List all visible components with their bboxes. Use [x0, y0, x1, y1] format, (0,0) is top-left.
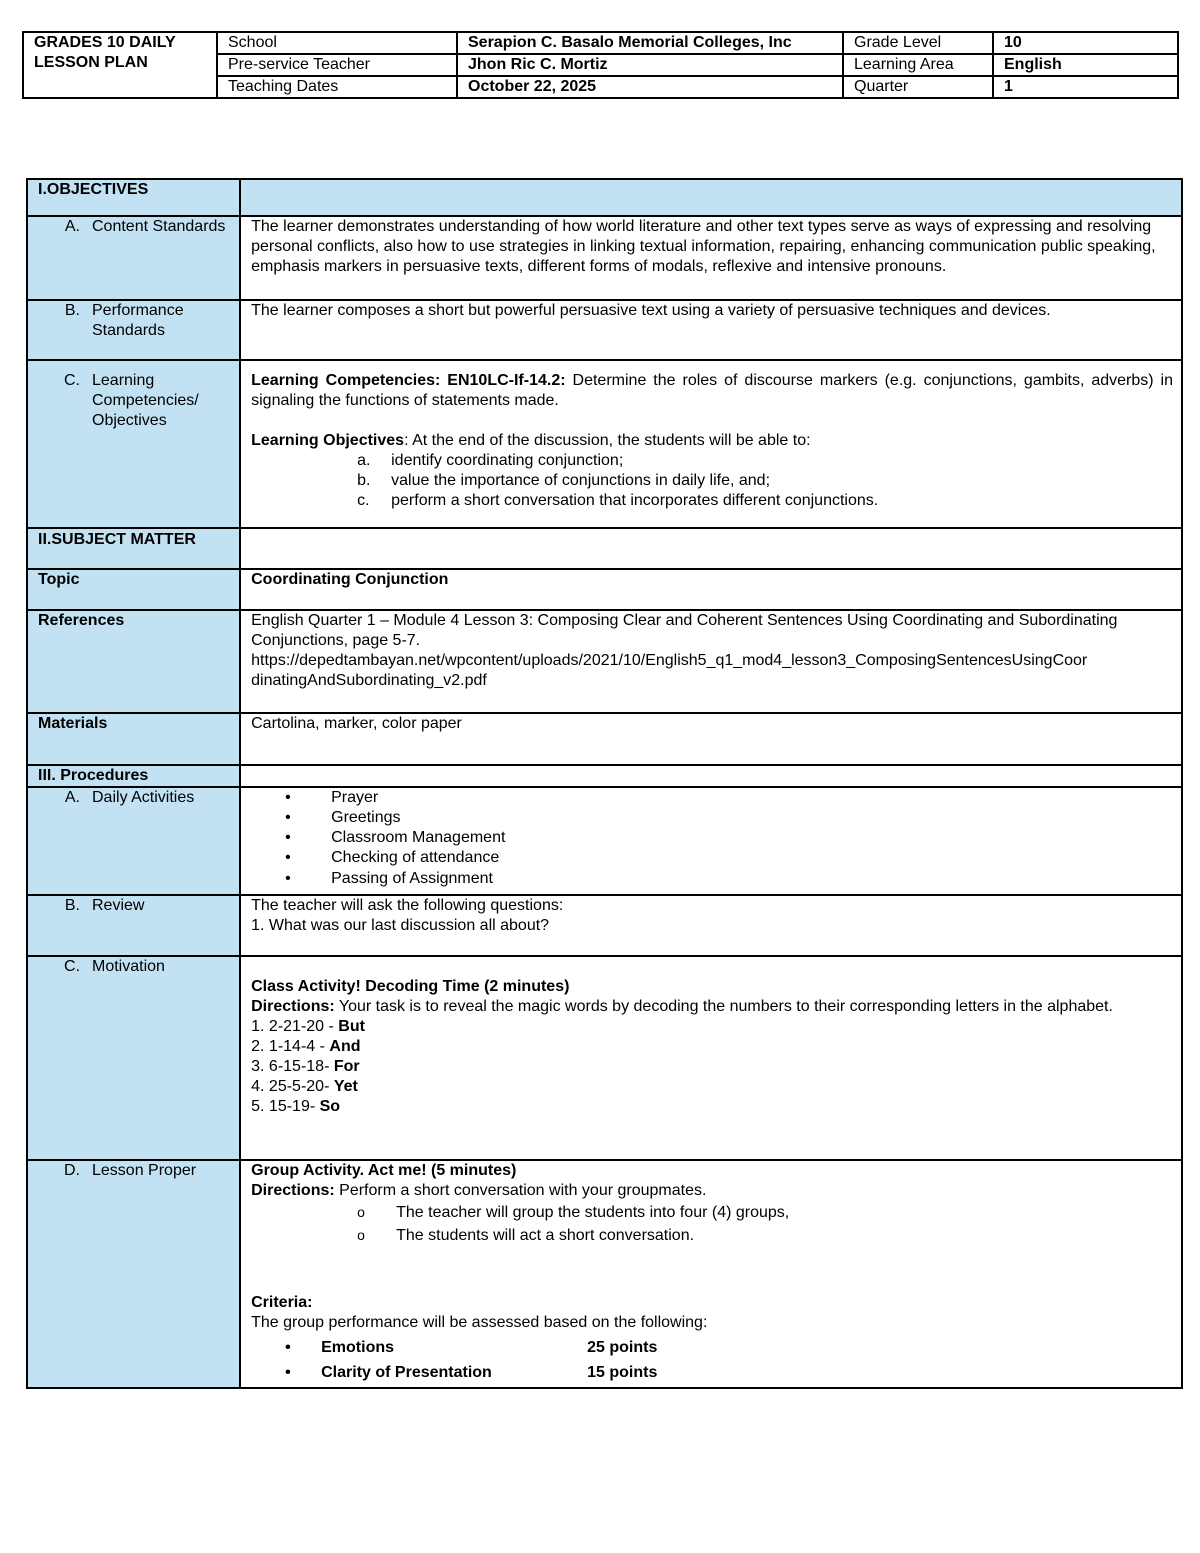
competency-paragraph — [251, 371, 1173, 411]
objectives-prefix: Learning Objectives — [251, 432, 405, 449]
daily-activities-cell — [240, 787, 1182, 895]
performance-letter: B. — [64, 302, 80, 319]
motivation-cell — [240, 956, 1182, 1160]
topic-label: Topic — [27, 569, 240, 610]
topic-value: Coordinating Conjunction — [240, 569, 1182, 610]
decode-item: 2. 1-14-4 - And — [251, 1038, 361, 1055]
decode-item: 1. 2-21-20 - But — [251, 1018, 365, 1035]
objectives-intro: : At the end of the discussion, the students will be able to: — [404, 432, 811, 449]
teacher-value: Jhon Ric C. Mortiz — [457, 54, 843, 76]
motivation-directions: Directions: Your task is to reveal the magic words by decoding the numbers to their corresponding letters in the alphabet. — [251, 998, 1113, 1015]
dates-label: Teaching Dates — [217, 76, 457, 98]
lesson-plan-table — [26, 178, 1183, 1389]
references-url-2: dinatingAndSubordinating_v2.pdf — [251, 672, 487, 689]
teacher-label: Pre-service Teacher — [217, 54, 457, 76]
daily-activities-label — [27, 787, 240, 895]
decode-item: 4. 25-5-20- Yet — [251, 1078, 358, 1095]
list-item: • Classroom Management — [251, 828, 1173, 848]
objective-list — [251, 451, 1173, 511]
competencies-label: Learning Competencies/ Objectives — [92, 372, 199, 429]
lesson-directions: Directions: Perform a short conversation with your groupmates. — [251, 1182, 707, 1199]
daily-label: Daily Activities — [92, 789, 195, 806]
review-label: Review — [92, 897, 145, 914]
lesson-proper-label-cell — [27, 1160, 240, 1388]
quarter-label: Quarter — [843, 76, 993, 98]
criteria-item: • Clarity of Presentation 15 points — [285, 1364, 658, 1381]
review-letter: B. — [64, 897, 80, 914]
competency-text: Determine the roles of discourse markers (e.g. conjunctions, gambits, adverbs) in signaling the functions of statements made. — [251, 372, 1174, 409]
daily-letter: A. — [64, 789, 80, 806]
list-item: c. perform a short conversation that incorporates different conjunctions. — [357, 492, 879, 509]
dates-value: October 22, 2025 — [457, 76, 843, 98]
lesson-label: Lesson Proper — [92, 1162, 197, 1179]
plan-title: GRADES 10 DAILY LESSON PLAN — [23, 32, 217, 98]
review-cell — [240, 895, 1182, 956]
objectives-heading: I.OBJECTIVES — [27, 179, 240, 216]
content-letter: A. — [64, 218, 80, 235]
content-standards-label — [27, 216, 240, 300]
procedures-heading-fill — [240, 765, 1182, 787]
school-value: Serapion C. Basalo Memorial Colleges, Inc — [457, 32, 843, 54]
header-table — [22, 31, 1179, 99]
list-item: • Prayer — [251, 788, 1173, 808]
references-cell — [240, 610, 1182, 713]
competencies-cell — [240, 360, 1182, 528]
list-item: • Greetings — [251, 808, 1173, 828]
lesson-title: Group Activity. Act me! (5 minutes) — [251, 1162, 517, 1179]
competencies-letter: C. — [64, 372, 80, 389]
school-label: School — [217, 32, 457, 54]
list-item: a. identify coordinating conjunction; — [357, 452, 624, 469]
criteria-intro: The group performance will be assessed based on the following: — [251, 1314, 708, 1331]
subject-matter-heading: II.SUBJECT MATTER — [27, 528, 240, 569]
motivation-letter: C. — [64, 958, 80, 975]
daily-activities-list — [251, 788, 1173, 890]
lesson-letter: D. — [64, 1162, 80, 1179]
performance-standards-text: The learner composes a short but powerful persuasive text using a variety of persuasive techniques and devices. — [240, 300, 1182, 360]
content-standards-text: The learner demonstrates understanding of how world literature and other text types serve as ways of expressing and resolving personal conflicts, also how to use strategies in linking textual information, repairing, enhancing communication public speaking, emphasis markers in persuasive texts, different forms of modals, reflexive and intensive pronouns. — [240, 216, 1182, 300]
objectives-paragraph — [251, 431, 1173, 451]
area-value: English — [993, 54, 1178, 76]
performance-label: Performance Standards — [92, 302, 184, 339]
criteria-item: • Emotions 25 points — [285, 1339, 658, 1356]
performance-standards-label — [27, 300, 240, 360]
decode-item: 5. 15-19- So — [251, 1098, 341, 1115]
references-text: English Quarter 1 – Module 4 Lesson 3: Composing Clear and Coherent Sentences Using Coordinating and Subordinating Conjunctions, page 5-7. — [251, 612, 1118, 649]
list-item: • Checking of attendance — [251, 848, 1173, 868]
motivation-title: Class Activity! Decoding Time (2 minutes) — [251, 978, 570, 995]
review-question: 1. What was our last discussion all about? — [251, 917, 550, 934]
competency-prefix: Learning Competencies: EN10LC-If-14.2: — [251, 372, 566, 389]
objectives-heading-fill — [240, 179, 1182, 216]
lesson-proper-cell — [240, 1160, 1182, 1388]
references-label: References — [27, 610, 240, 713]
review-intro: The teacher will ask the following questions: — [251, 897, 564, 914]
materials-label: Materials — [27, 713, 240, 765]
grade-value: 10 — [993, 32, 1178, 54]
content-label: Content Standards — [92, 218, 226, 235]
list-item: o The students will act a short conversation. — [251, 1224, 1173, 1247]
competencies-label-cell — [27, 360, 240, 528]
area-label: Learning Area — [843, 54, 993, 76]
motivation-label: Motivation — [92, 958, 165, 975]
criteria-label: Criteria: — [251, 1294, 313, 1311]
list-item: b. value the importance of conjunctions in daily life, and; — [357, 472, 771, 489]
list-item: o The teacher will group the students into four (4) groups, — [251, 1201, 1173, 1224]
grade-label: Grade Level — [843, 32, 993, 54]
procedures-heading: III. Procedures — [27, 765, 240, 787]
materials-value: Cartolina, marker, color paper — [240, 713, 1182, 765]
motivation-label-cell — [27, 956, 240, 1160]
subject-matter-heading-fill — [240, 528, 1182, 569]
lesson-steps — [251, 1201, 1173, 1247]
references-url-1: https://depedtambayan.net/wpcontent/uploads/2021/10/English5_q1_mod4_lesson3_ComposingSentencesUsingCoor — [251, 652, 1088, 669]
quarter-value: 1 — [993, 76, 1178, 98]
decode-item: 3. 6-15-18- For — [251, 1058, 360, 1075]
review-label-cell — [27, 895, 240, 956]
list-item: • Passing of Assignment — [251, 868, 1173, 890]
